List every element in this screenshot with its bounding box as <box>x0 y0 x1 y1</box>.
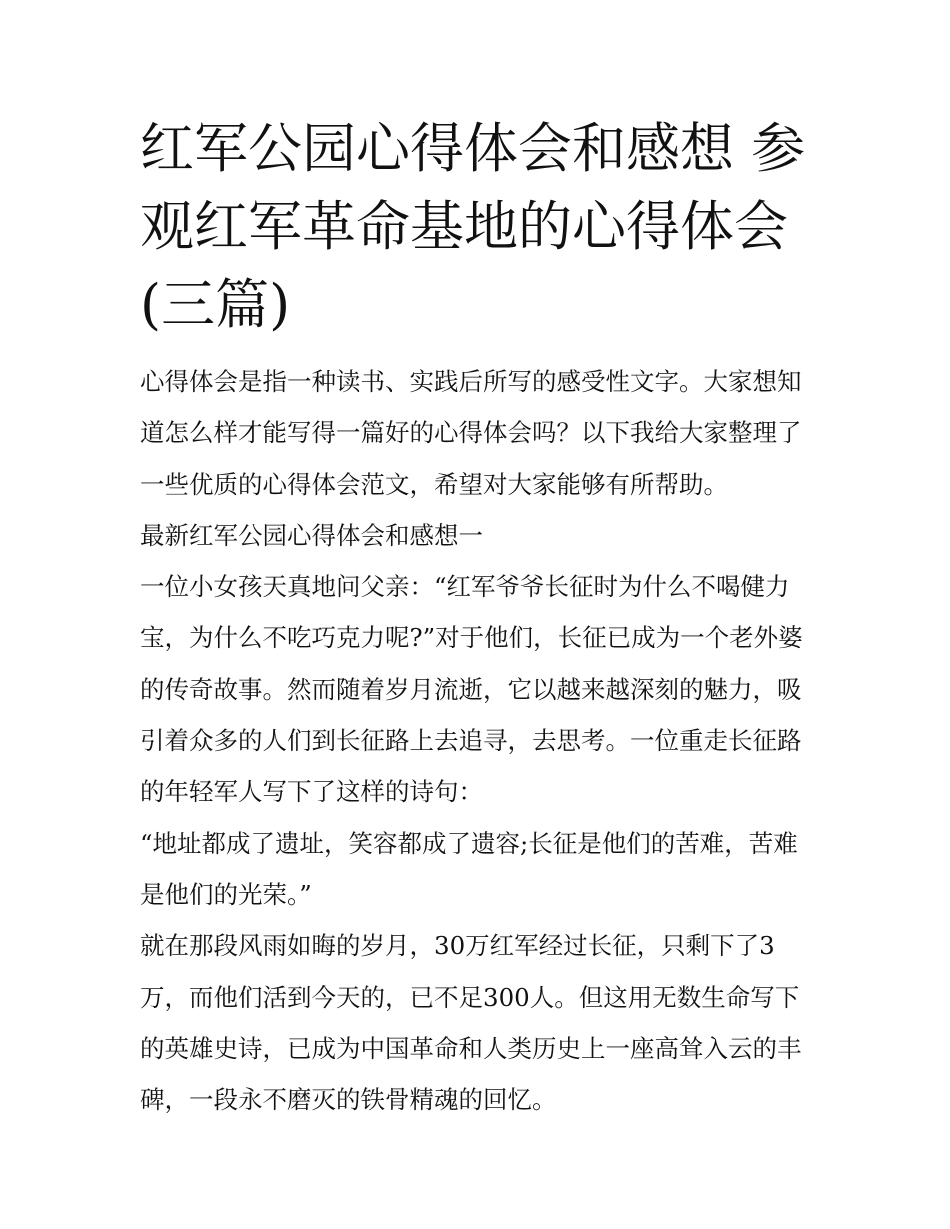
paragraph-section-heading: 最新红军公园心得体会和感想一 <box>140 520 483 550</box>
paragraph-intro: 心得体会是指一种读书、实践后所写的感受性文字。大家想知道怎么样才能写得一篇好的心得体会吗？以下我给大家整理了一些优质的心得体会范文，希望对大家能够有所帮助。 <box>140 367 802 499</box>
paragraph-story: 一位小女孩天真地问父亲：“红军爷爷长征时为什么不喝健力宝，为什么不吃巧克力呢?”对于他们，长征已成为一个老外婆的传奇故事。然而随着岁月流逝，它以越来越深刻的魅力，吸引着众多的人们到长征路上去追寻，去思考。一位重走长征路的年轻军人写下了这样的诗句： <box>140 572 803 807</box>
paragraph-poem-quote: “地址都成了遗址，笑容都成了遗容;长征是他们的苦难，苦难是他们的光荣。” <box>140 828 798 909</box>
document-title: 红军公园心得体会和感想 参观红军革命基地的心得体会(三篇) <box>140 117 806 336</box>
document-body <box>140 356 816 1125</box>
paragraph-history: 就在那段风雨如晦的岁月，30万红军经过长征，只剩下了3万，而他们活到今天的，已不足300人。但这用无数生命写下的英雄史诗，已成为中国革命和人类历史上一座高耸入云的丰碑，一段永不磨灭的铁骨精魂的回忆。 <box>140 931 802 1115</box>
